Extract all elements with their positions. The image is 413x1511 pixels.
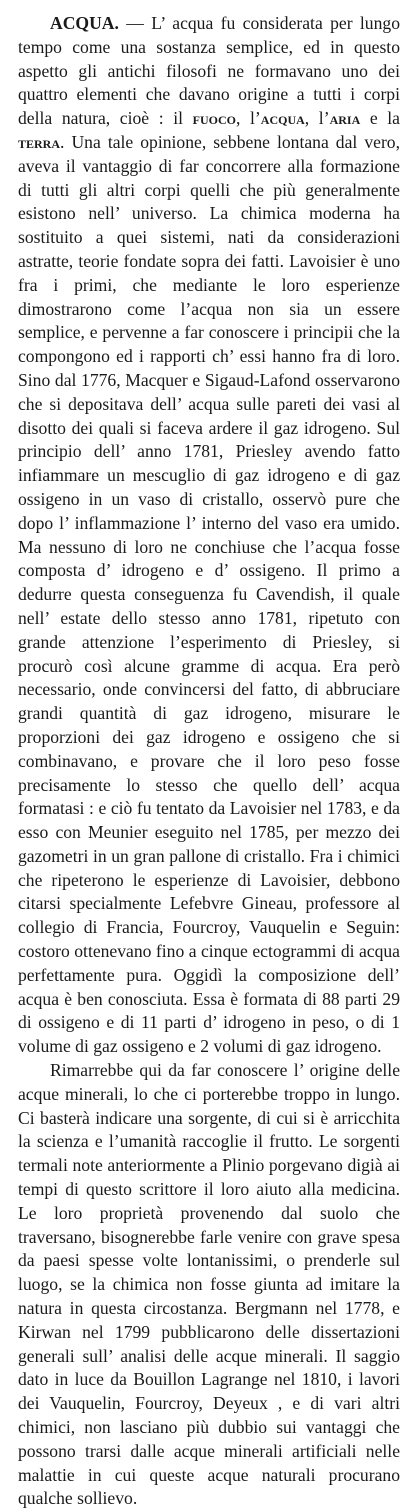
paragraph-text: . Una tale opinione, sebbene lontana dal vero, aveva il vantaggio di far concorrere alla formazione di tutti gli altri corpi quelli che più generalmente esistono nell’ universo. La chimica moderna ha sostituito a quei sistemi, nati da considerazioni astratte, teorie fondate sopra dei fatti. Lavoisier è uno fra i primi, che mediante le loro esperienze dimostrarono come l’acqua non sia un essere semplice, e pervenne a far conoscere i principii che la compongono ed i rapporti ch’ essi hanno fra di loro. Sino dal 1776, Macquer e Sigaud-Lafond osservarono che si depositava dell’ acqua sulle pareti dei vasi al disotto dei quali si faceva ardere il gaz idrogeno. Sul principio dell’ anno 1781, Priesley avendo fatto infiammare un mescuglio di gaz idrogeno e di gaz ossigeno in un vaso di cristallo, osservò pure che dopo l’ inflammazione l’ interno del vaso era umido. Ma nessuno di loro ne conchiuse che l’acqua fosse composta d’ idrogeno e d’ ossigeno. Il primo a dedurre questa conseguenza fu Cavendish, il quale nell’ estate dello stesso anno 1781, ripetuto con grande attenzione l’esperimento di Priesley, si procurò così alcune gramme di acqua. Era però necessario, onde convincersi del fatto, di abbruciare grandi quantità di gaz idrogeno, misurare le proporzioni dei gaz idrogeno e ossigeno che si combinavano, e provare che il loro peso fosse precisamente lo stesso che quello dell’ acqua formatasi : e ciò fu tentato da Lavoisier nel 1783, e da esso con Meunier eseguito nel 1785, per mezzo dei gazometri in un gran pallone di cristallo. Fra i chimici che ripeterono le esperienze di Lavoisier, debbono citarsi specialmente Lefebvre Gineau, professore al collegio di Francia, Fourcroy, Vauquelin e Seguin: costoro ottenevano fino a cinque ectogrammi di acqua perfettamente pura. Oggidì la composizione dell’ acqua è ben conosciuta. Essa è formata di 88 parti 29 di ossigeno e di 11 parti d’ idrogeno in peso, o di 1 volume di gaz ossigeno e 2 volumi di gaz idrogeno. (18, 131, 400, 1057)
separator: , l’ (236, 108, 261, 129)
separator: e la (360, 108, 400, 129)
paragraph-acqua-definition (18, 12, 400, 1059)
element-acqua: acqua (260, 108, 305, 129)
entry-headword: ACQUA. (50, 13, 119, 33)
paragraph-text: L’ acqua fu considerata per lungo tempo come una sostanza semplice, ed in questo aspetto gli antichi filosofi ne formavano uno dei quattro elementi che davano origine a tutti i corpi della natura, cioè : il (18, 13, 400, 129)
headword-dash: — (118, 13, 152, 33)
paragraph-mineral-waters: Rimarrebbe qui da far conoscere l’ origine delle acque minerali, lo che ci porterebbe troppo in lungo. Ci basterà indicare una sorgente, di cui si è arricchita la scienza e l’umanità raccoglie il frutto. Le sorgenti termali note anteriormente a Plinio porgevano digià ai tempi di questo scrittore il loro aiuto alla medicina. Le loro proprietà provenendo dal suolo che traversano, bisognerebbe farle venire con grave spesa da paesi spesse volte lontanissimi, o prenderle sul luogo, se la chimica non fosse giunta ad imitare la natura in questa circostanza. Bergmann nel 1778, e Kirwan nel 1799 pubblicarono delle dissertazioni generali sull’ analisi delle acque minerali. Il saggio dato in luce da Bouillon Lagrange nel 1810, i lavori dei Vauquelin, Fourcroy, Deyeux , e di vari altri chimici, non lasciano più dubbio sui vantaggi che possono trarsi dalle acque minerali artificiali nelle malattie in cui queste acque naturali procurano qualche sollievo. (18, 1060, 400, 1509)
element-fuoco: fuoco (192, 108, 236, 129)
element-aria: aria (329, 108, 361, 129)
element-terra: terra (18, 131, 61, 152)
separator: , l’ (304, 108, 330, 129)
